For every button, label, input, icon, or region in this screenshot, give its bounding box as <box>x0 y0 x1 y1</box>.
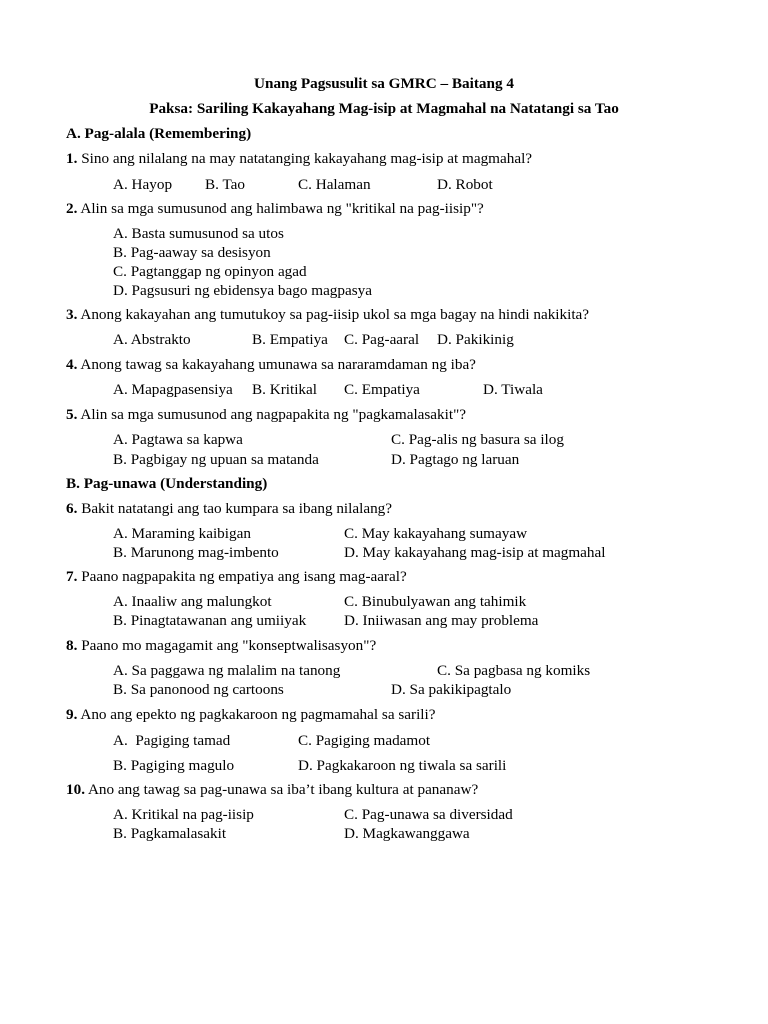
option-3a: A. Abstrakto <box>113 331 191 348</box>
option-5b: B. Pagbigay ng upuan sa matanda <box>113 451 319 468</box>
option-9a: A. Pagiging tamad <box>113 732 231 749</box>
question-number: 8. <box>66 637 78 654</box>
option-10c: C. Pag-unawa sa diversidad <box>344 806 513 823</box>
quiz-topic: Paksa: Sariling Kakayahang Mag-isip at Magmahal na Natatangi sa Tao <box>149 100 619 117</box>
option-7a: A. Inaaliw ang malungkot <box>113 593 272 610</box>
option-4d: D. Tiwala <box>483 381 543 398</box>
option-9c: C. Pagiging madamot <box>298 732 431 749</box>
question-text: Ano ang tawag sa pag-unawa sa iba’t ibang kultura at pananaw? <box>87 781 479 798</box>
option-6c: C. May kakayahang sumayaw <box>344 525 528 542</box>
section-a-heading: A. Pag-alala (Remembering) <box>66 125 252 142</box>
question-number: 7. <box>66 568 78 585</box>
question-number: 10. <box>66 781 85 798</box>
option-1b: B. Tao <box>205 176 245 193</box>
option-4c: C. Empatiya <box>344 381 420 398</box>
question-number: 4. <box>66 356 78 373</box>
section-b-heading: B. Pag-unawa (Understanding) <box>66 475 268 492</box>
option-7d: D. Iniiwasan ang may problema <box>344 612 539 629</box>
question-number: 5. <box>66 406 78 423</box>
quiz-title: Unang Pagsusulit sa GMRC – Baitang 4 <box>254 75 514 92</box>
question-4 <box>66 355 476 374</box>
question-number: 1. <box>66 150 78 167</box>
option-6d: D. May kakayahang mag-isip at magmahal <box>344 544 606 561</box>
option-2a: A. Basta sumusunod sa utos <box>113 225 284 242</box>
option-9d: D. Pagkakaroon ng tiwala sa sarili <box>298 757 507 774</box>
question-number: 9. <box>66 706 78 723</box>
option-8d: D. Sa pakikipagtalo <box>391 681 512 698</box>
option-2b: B. Pag-aaway sa desisyon <box>113 244 271 261</box>
question-5 <box>66 405 466 424</box>
option-2c: C. Pagtanggap ng opinyon agad <box>113 263 307 280</box>
option-8b: B. Sa panonood ng cartoons <box>113 681 284 698</box>
option-6a: A. Maraming kaibigan <box>113 525 251 542</box>
question-text: Anong tawag sa kakayahang umunawa sa nararamdaman ng iba? <box>80 356 476 373</box>
question-text: Alin sa mga sumusunod ang halimbawa ng "kritikal na pag-iisip"? <box>80 200 484 217</box>
question-2 <box>66 199 484 218</box>
option-3b: B. Empatiya <box>252 331 328 348</box>
question-7 <box>66 567 407 586</box>
option-1c: C. Halaman <box>298 176 371 193</box>
option-8c: C. Sa pagbasa ng komiks <box>437 662 591 679</box>
option-3c: C. Pag-aaral <box>344 331 420 348</box>
option-9b: B. Pagiging magulo <box>113 757 235 774</box>
question-10 <box>66 780 478 799</box>
option-5d: D. Pagtago ng laruan <box>391 451 520 468</box>
question-text: Paano nagpapakita ng empatiya ang isang mag-aaral? <box>81 568 407 585</box>
question-6 <box>66 499 392 518</box>
option-3d: D. Pakikinig <box>437 331 514 348</box>
option-1d: D. Robot <box>437 176 493 193</box>
option-1a: A. Hayop <box>113 176 173 193</box>
option-8a: A. Sa paggawa ng malalim na tanong <box>113 662 341 679</box>
option-5a: A. Pagtawa sa kapwa <box>113 431 243 448</box>
question-text: Bakit natatangi ang tao kumpara sa ibang nilalang? <box>81 500 393 517</box>
question-3 <box>66 305 589 324</box>
option-10b: B. Pagkamalasakit <box>113 825 227 842</box>
question-text: Sino ang nilalang na may natatanging kakayahang mag-isip at magmahal? <box>81 150 533 167</box>
question-number: 3. <box>66 306 78 323</box>
question-9 <box>66 705 435 724</box>
question-number: 6. <box>66 500 78 517</box>
option-2d: D. Pagsusuri ng ebidensya bago magpasya <box>113 282 372 299</box>
question-text: Anong kakayahan ang tumutukoy sa pag-iisip ukol sa mga bagay na hindi nakikita? <box>80 306 590 323</box>
option-10d: D. Magkawanggawa <box>344 825 470 842</box>
question-8 <box>66 636 376 655</box>
question-1 <box>66 149 532 168</box>
option-4a: A. Mapagpasensiya <box>113 381 233 398</box>
option-6b: B. Marunong mag-imbento <box>113 544 279 561</box>
question-text: Paano mo magagamit ang "konseptwalisasyon"? <box>81 637 377 654</box>
question-text: Ano ang epekto ng pagkakaroon ng pagmamahal sa sarili? <box>80 706 436 723</box>
option-10a: A. Kritikal na pag-iisip <box>113 806 254 823</box>
question-number: 2. <box>66 200 78 217</box>
option-4b: B. Kritikal <box>252 381 317 398</box>
option-7b: B. Pinagtatawanan ang umiiyak <box>113 612 307 629</box>
option-5c: C. Pag-alis ng basura sa ilog <box>391 431 564 448</box>
question-text: Alin sa mga sumusunod ang nagpapakita ng "pagkamalasakit"? <box>80 406 467 423</box>
option-7c: C. Binubulyawan ang tahimik <box>344 593 527 610</box>
